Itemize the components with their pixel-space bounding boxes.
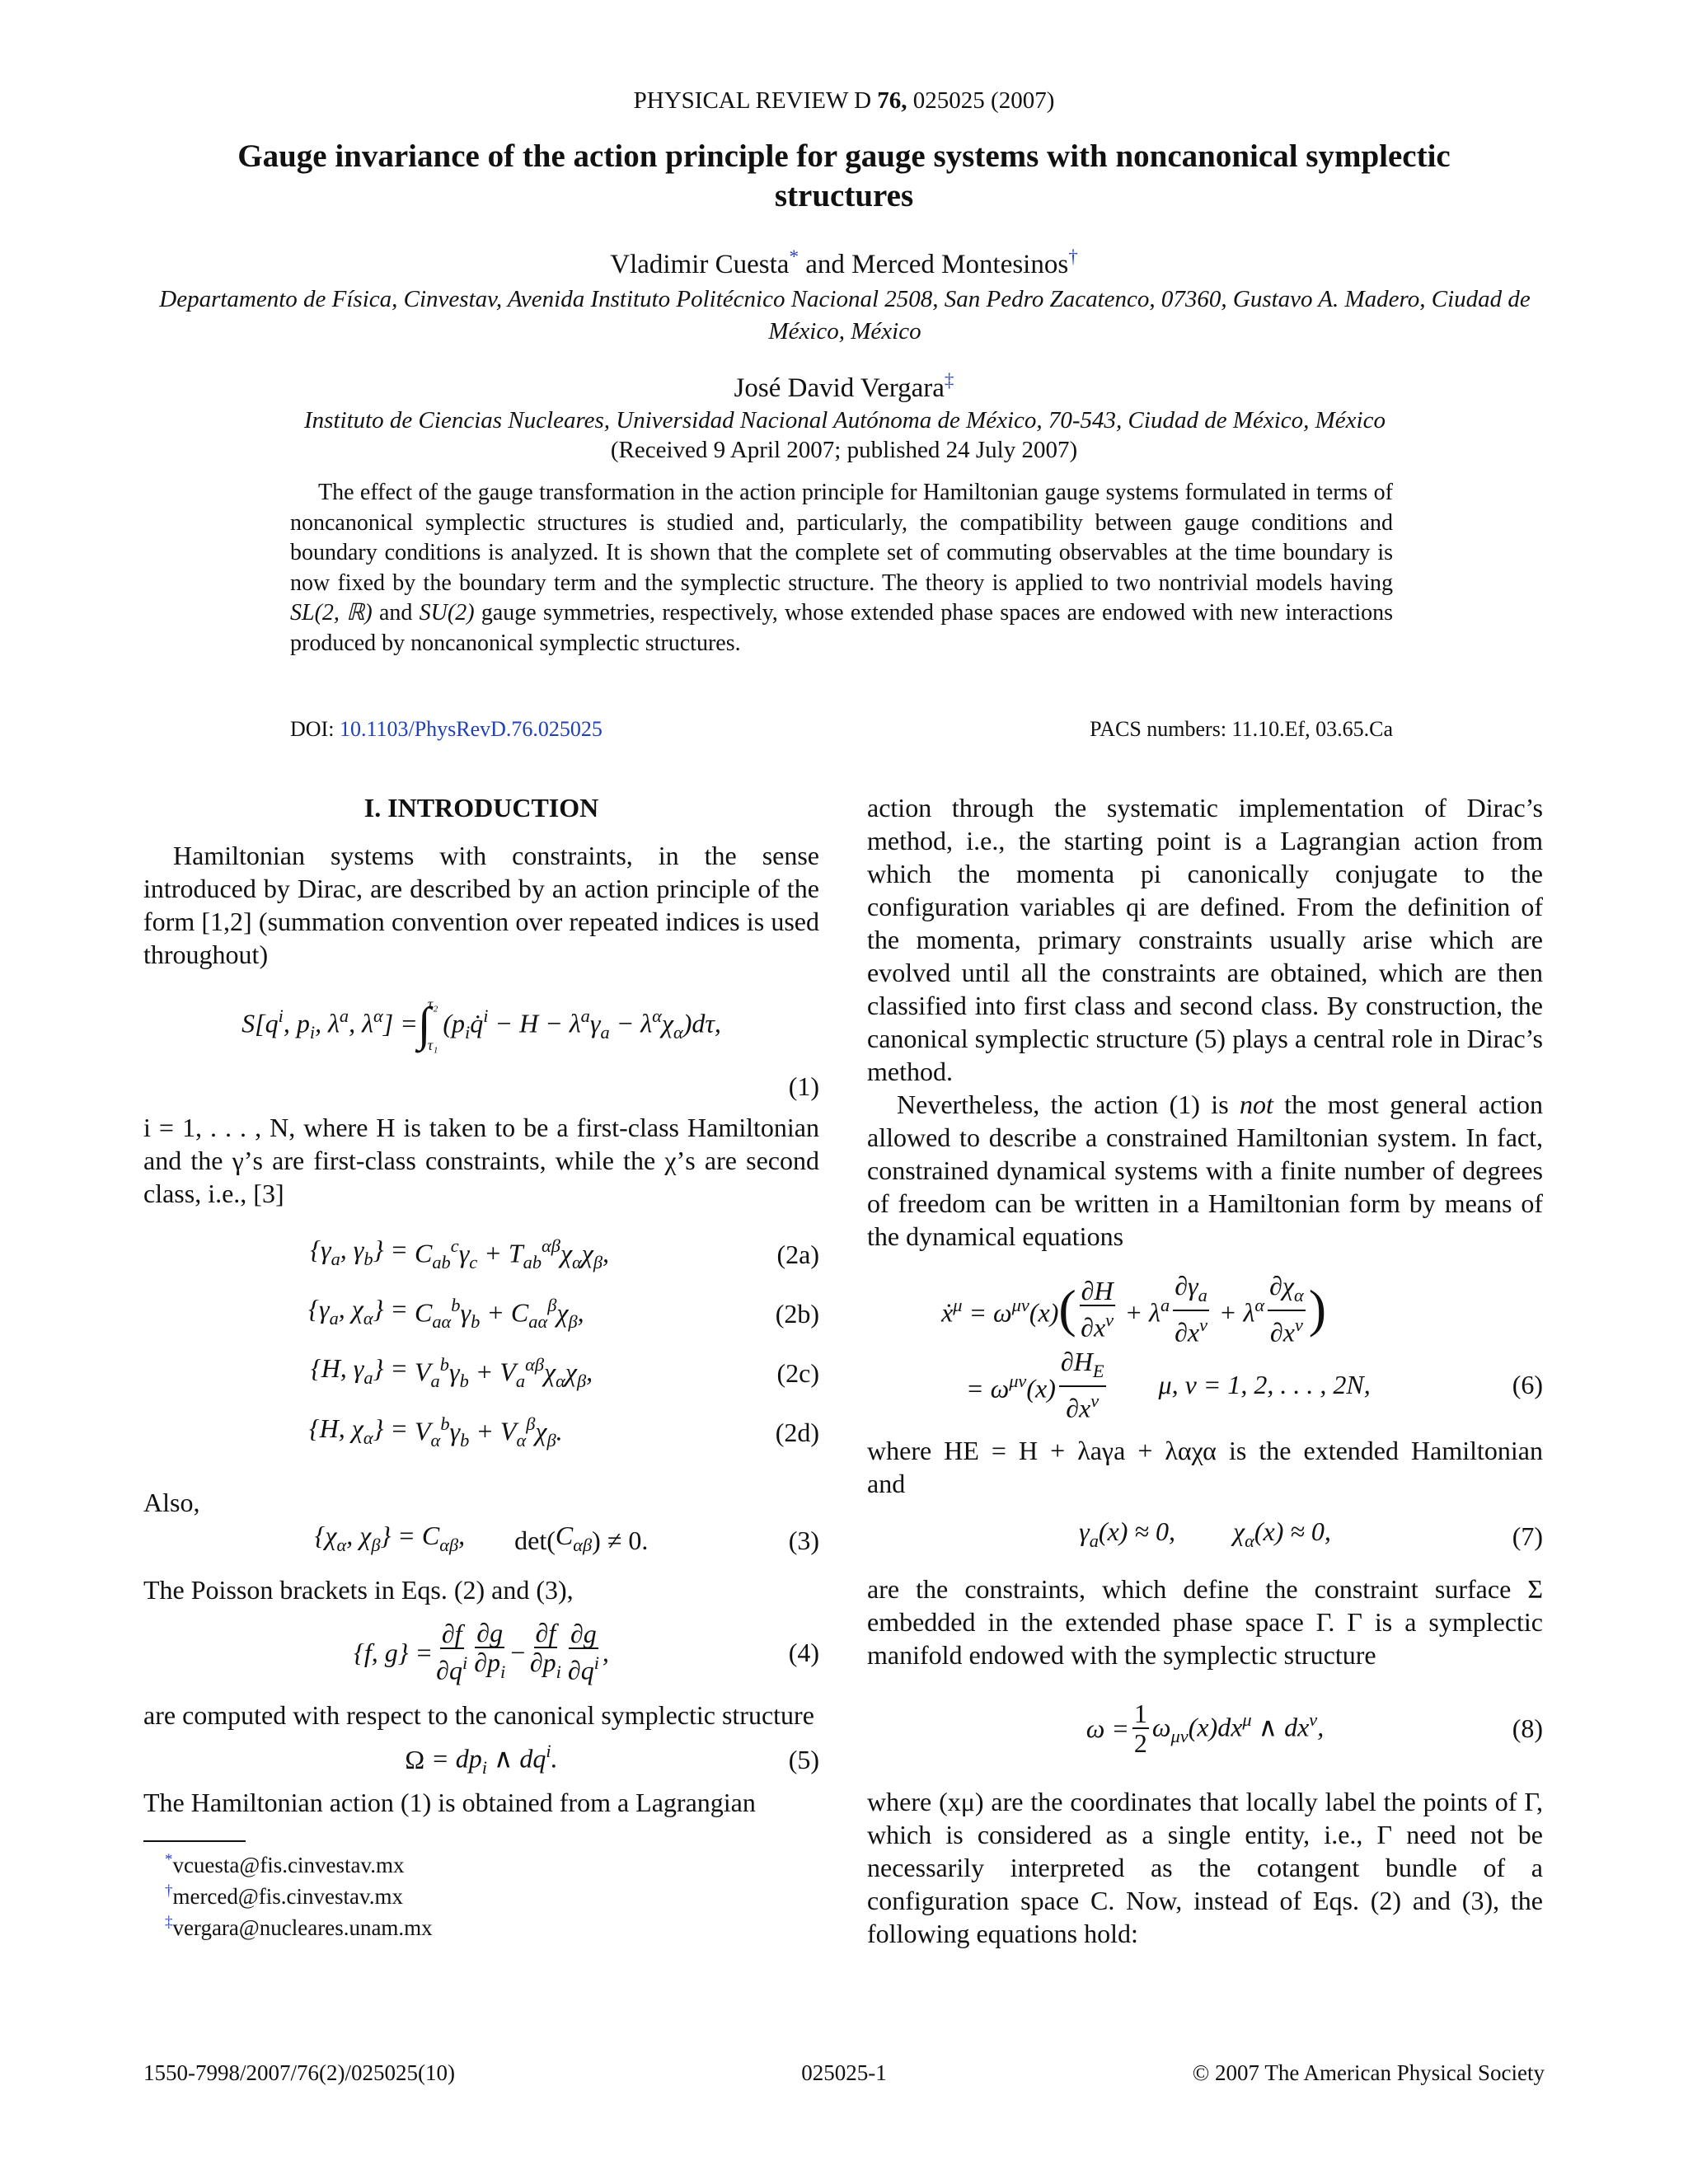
- equation-6: ẋ$^\mu$ = $\omega^{\mu\nu}(x)$ ( $\frac{\partial H}{\partial x^\nu}$ + $\lambda^a$ $\frac{\partial\gamma_a}{\partial x^\nu}$ + $\lambda^\alpha$ $\frac{\partial\chi_\alpha}{\partial x^\nu}$ ) = $\omega^{\mu\nu}(x)$ $\frac{\partial H_E}{\partial x^\nu}$ μ, ν = 1, 2, . . . , 2N, (6): [941, 1270, 1543, 1423]
- equation-8: ω = $\frac{1}{2}$ $\omega_{\mu\nu}(x)dx^\mu$ ∧ $dx^\nu$, (8): [1085, 1699, 1543, 1758]
- equation-1: $S[q^i$, $p_i$, $\lambda^a$, $\lambda^\alpha$] = ∫ τ₂ τ₁ $(p_iq̇^i - H - \lambda^a\gamma_a - \lambda^\alpha\chi_\alpha)d\tau$,: [241, 996, 721, 1053]
- section-heading: I. INTRODUCTION: [363, 793, 599, 823]
- paper-title: Gauge invariance of the action principle for gauge systems with noncanonical symplectic structures: [237, 138, 1451, 213]
- footer-page-number: 025025-1: [801, 2060, 887, 2085]
- pacs-numbers: PACS numbers: 11.10.Ef, 03.65.Ca: [1090, 717, 1393, 741]
- paragraph: are the constraints, which define the constraint surface Σ embedded in the extended phase space Γ. Γ is a symplectic manifold endowed with the symplectic structure: [867, 1574, 1543, 1670]
- equation-3: {$\chi_\alpha$, $\chi_\beta\} = C_{\alpha\beta}$, det( $C_{\alpha\beta}$ ) ≠ 0. (3): [314, 1520, 819, 1555]
- footnote-mark-1[interactable]: *: [789, 246, 799, 267]
- equation-7: $\gamma_a(x) \approx 0$, $\chi_\alpha(x) \approx 0$, (7): [1079, 1516, 1543, 1551]
- abstract: The effect of the gauge transformation in the action principle for Hamiltonian gauge systems formulated in terms of noncanonical symplectic structures is studied and, particularly, the compatibility between gauge conditions and boundary conditions is analyzed. It is shown that the complete set of commuting observables at the time boundary is now fixed by the boundary term and the symplectic structure. The theory is applied to two nontrivial models having SL(2, ℝ) and SU(2) gauge symmetries, respectively, whose extended phase spaces are endowed with new interactions produced by noncanonical symplectic structures.: [290, 480, 1393, 656]
- paragraph: where (xμ) are the coordinates that locally label the points of Γ, which is considered as a single entity, i.e., Γ need not be necessarily interpreted as the cotangent bundle of a configuration space C. Now, instead of Eqs. (2) and (3), the following equations hold:: [867, 1787, 1543, 1948]
- right-column: [867, 791, 1543, 1950]
- paragraph: Also,: [143, 1487, 200, 1517]
- received-dates: (Received 9 April 2007; published 24 July 2007): [610, 437, 1078, 463]
- footnote-mark-3[interactable]: ‡: [944, 369, 954, 391]
- footnote-1: *vcuesta@fis.cinvestav.mx: [165, 1850, 405, 1877]
- authors-line-1: Vladimir Cuesta* and Merced Montesinos†: [610, 246, 1078, 279]
- footer-issn: 1550-7998/2007/76(2)/025025(10): [143, 2060, 455, 2085]
- doi-link[interactable]: 10.1103/PhysRevD.76.025025: [339, 717, 603, 741]
- equation-2d: {H, $\chi_\alpha$} = $V_\alpha^b\gamma_b + V_\alpha^\beta\chi_\beta$. (2d): [308, 1413, 819, 1451]
- equation-number: (1): [788, 1071, 819, 1101]
- paragraph: The Poisson brackets in Eqs. (2) and (3),: [143, 1574, 574, 1605]
- paragraph: where HE = H + λaγa + λαχα is the extended Hamiltonian and: [867, 1436, 1543, 1498]
- equation-4: {f, g} = $\frac{\partial f}{\partial q^i}$ $\frac{\partial g}{\partial p_i}$ − $\frac{\partial f}{\partial p_i}$ $\frac{\partial g}{\partial q^i}$ , (4): [354, 1617, 819, 1685]
- journal-header: PHYSICAL REVIEW D 76, 025025 (2007): [633, 87, 1055, 114]
- doi: DOI: 10.1103/PhysRevD.76.025025: [290, 717, 603, 741]
- paragraph: Hamiltonian systems with constraints, in the sense introduced by Dirac, are described by an action principle of the form [1,2] (summation convention over repeated indices is used throughout): [143, 841, 819, 969]
- authors-line-2: José David Vergara‡: [734, 369, 954, 403]
- footnotes: [143, 1847, 819, 1941]
- equation-5: Ω = $dp_i$ ∧ $dq^i$. (5): [405, 1740, 819, 1778]
- left-column: [143, 791, 819, 1941]
- equation-2a: {$\gamma_a$, $\gamma_b$} = $C_{ab}^c\gamma_c + T_{ab}^{\alpha\beta}\chi_\alpha\chi_\beta$, (2a): [310, 1235, 819, 1273]
- paragraph: action through the systematic implementation of Dirac’s method, i.e., the starting point is a Lagrangian action from which the momenta pi canonically conjugate to the configuration variables qi are defined. From the definition of the momenta, primary constraints usually arise which are evolved until all the constraints are obtained, which are then classified into first class and second class. By construction, the canonical symplectic structure (5) plays a central role in Dirac’s method.: [867, 793, 1543, 1086]
- equation-2b: {$\gamma_a$, $\chi_\alpha$} = $C_{a\alpha}^b\gamma_b + C_{a\alpha}^\beta\chi_\beta$, (2b): [308, 1294, 819, 1333]
- paragraph: are computed with respect to the canonical symplectic structure: [143, 1699, 814, 1730]
- paragraph: i = 1, . . . , N, where H is taken to be a first-class Hamiltonian and the γ’s are first-class constraints, while the χ’s are second class, i.e., [3]: [143, 1113, 819, 1208]
- equation-2c: {H, $\gamma_a$} = $V_a^b\gamma_b + V_a^{\alpha\beta}\chi_\alpha\chi_\beta$, (2c): [310, 1353, 819, 1392]
- affiliation-2: Instituto de Ciencias Nucleares, Universidad Nacional Autónoma de México, 70-543, Ciudad de México, México: [304, 407, 1386, 434]
- footnote-2: †merced@fis.cinvestav.mx: [165, 1882, 403, 1909]
- footnote-mark-2[interactable]: †: [1068, 246, 1078, 267]
- footnote-rule: [143, 1840, 246, 1842]
- footnote-3: ‡vergara@nucleares.unam.mx: [165, 1913, 433, 1940]
- equation-2: [143, 1225, 819, 1463]
- footer-copyright: © 2007 The American Physical Society: [1192, 2060, 1545, 2085]
- paragraph: The Hamiltonian action (1) is obtained from a Lagrangian: [143, 1787, 756, 1817]
- affiliation-1: Departamento de Física, Cinvestav, Avenida Instituto Politécnico Nacional 2508, San Pedro Zacatenco, 07360, Gustavo A. Madero, Ciudad de México, México: [159, 286, 1531, 344]
- paragraph: Nevertheless, the action (1) is not the most general action allowed to describe a constrained Hamiltonian system. In fact, constrained dynamical systems with a finite number of degrees of freedom can be written in a Hamiltonian form by means of the dynamical equations: [867, 1090, 1543, 1251]
